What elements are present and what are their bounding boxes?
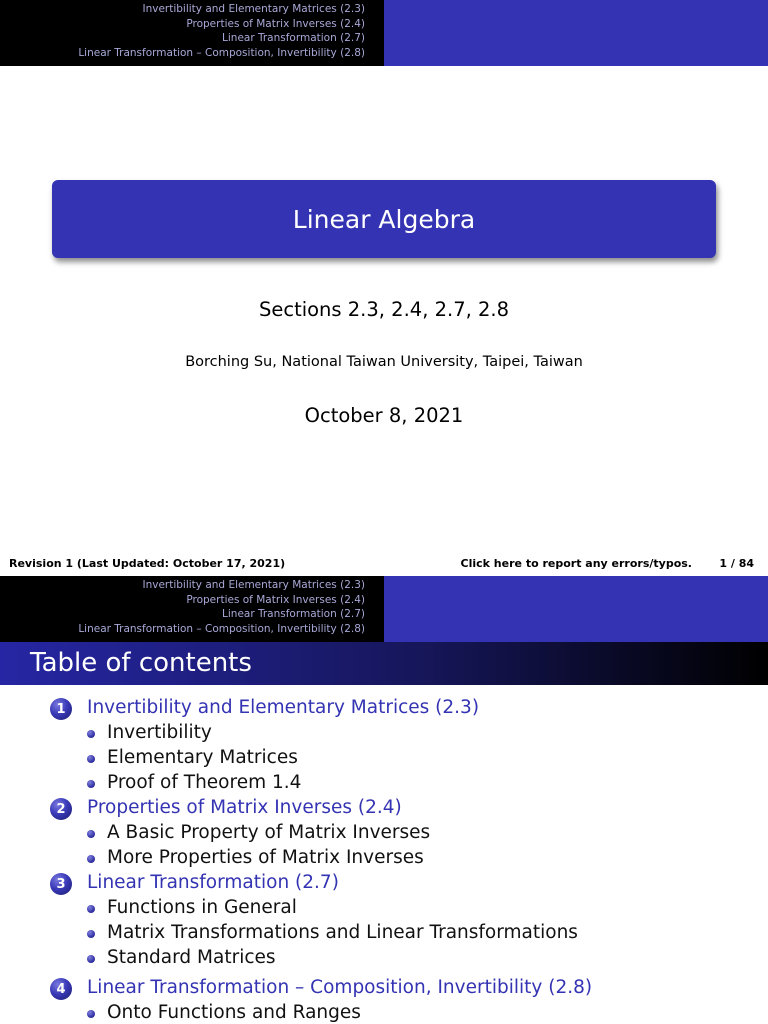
frame-title: Table of contents [0, 642, 768, 685]
toc-subsection[interactable] [0, 821, 768, 846]
toc-subsection[interactable] [0, 946, 768, 971]
headline-right-panel [384, 576, 768, 642]
toc-subsection[interactable] [0, 771, 768, 796]
author: Borching Su, National Taiwan University, Taipei, Taiwan [185, 354, 583, 370]
toc-subsection-link[interactable]: Onto Functions and Ranges [107, 1002, 361, 1023]
page-number: 1 / 84 [719, 557, 754, 570]
navigation-headline [0, 0, 768, 66]
headline-section-link[interactable]: Invertibility and Elementary Matrices (2.3) [142, 579, 365, 591]
report-errors-link[interactable]: Click here to report any errors/typos. [460, 557, 692, 570]
toc-section[interactable] [0, 796, 768, 821]
bullet-icon [87, 755, 95, 763]
date: October 8, 2021 [304, 404, 464, 427]
toc-section[interactable] [0, 696, 768, 721]
toc-subsection[interactable] [0, 846, 768, 871]
toc-section-link[interactable]: Properties of Matrix Inverses (2.4) [87, 797, 402, 818]
headline-section-link[interactable]: Invertibility and Elementary Matrices (2.3) [142, 3, 365, 15]
toc-slide [0, 576, 768, 1024]
headline-section-link[interactable]: Linear Transformation (2.7) [222, 608, 365, 621]
headline-right-panel [384, 0, 768, 66]
presentation-title: Linear Algebra [292, 204, 476, 234]
toc-subsection-link[interactable]: Invertibility [107, 722, 212, 743]
toc-section-link[interactable]: Invertibility and Elementary Matrices (2.3) [87, 697, 480, 718]
section-number-icon: 1 [50, 698, 72, 720]
section-number-icon: 2 [50, 798, 72, 820]
bullet-icon [87, 930, 95, 938]
headline-section-link[interactable]: Linear Transformation (2.7) [222, 32, 365, 45]
toc-subsection-link[interactable]: Standard Matrices [107, 947, 276, 968]
revision-info: Revision 1 (Last Updated: October 17, 2021) [9, 557, 286, 570]
toc-subsection-link[interactable]: Elementary Matrices [107, 747, 298, 768]
headline-section-link[interactable]: Properties of Matrix Inverses (2.4) [186, 593, 365, 606]
bullet-icon [87, 855, 95, 863]
headline-section-link[interactable]: Linear Transformation – Composition, Invertibility (2.8) [78, 46, 365, 59]
bullet-icon [87, 1010, 95, 1018]
title-box [52, 180, 716, 258]
toc-subsection-link[interactable]: More Properties of Matrix Inverses [107, 847, 424, 868]
bullet-icon [87, 730, 95, 738]
toc-subsection-link[interactable]: Functions in General [107, 897, 297, 918]
subtitle: Sections 2.3, 2.4, 2.7, 2.8 [258, 298, 510, 321]
toc-section-link[interactable]: Linear Transformation (2.7) [87, 872, 339, 893]
navigation-headline [0, 576, 768, 642]
toc-subsection[interactable] [0, 1001, 768, 1024]
section-number-icon: 4 [50, 978, 72, 1000]
toc-subsection-link[interactable]: A Basic Property of Matrix Inverses [107, 822, 431, 843]
headline-section-link[interactable]: Properties of Matrix Inverses (2.4) [186, 17, 365, 30]
bullet-icon [87, 830, 95, 838]
footer [0, 554, 768, 574]
bullet-icon [87, 780, 95, 788]
headline-section-list [0, 0, 384, 66]
bullet-icon [87, 905, 95, 913]
toc-section[interactable] [0, 976, 768, 1001]
toc-section-link[interactable]: Linear Transformation – Composition, Invertibility (2.8) [87, 977, 593, 998]
headline-section-list [0, 576, 384, 642]
table-of-contents [0, 696, 768, 1024]
toc-subsection[interactable] [0, 721, 768, 746]
toc-subsection-link[interactable]: Proof of Theorem 1.4 [107, 772, 302, 793]
bullet-icon [87, 955, 95, 963]
toc-subsection[interactable] [0, 896, 768, 921]
toc-section[interactable] [0, 871, 768, 896]
section-number-icon: 3 [50, 873, 72, 895]
toc-subsection[interactable] [0, 921, 768, 946]
toc-subsection[interactable] [0, 746, 768, 771]
headline-section-link[interactable]: Linear Transformation – Composition, Invertibility (2.8) [78, 622, 365, 635]
toc-subsection-link[interactable]: Matrix Transformations and Linear Transformations [107, 922, 578, 943]
